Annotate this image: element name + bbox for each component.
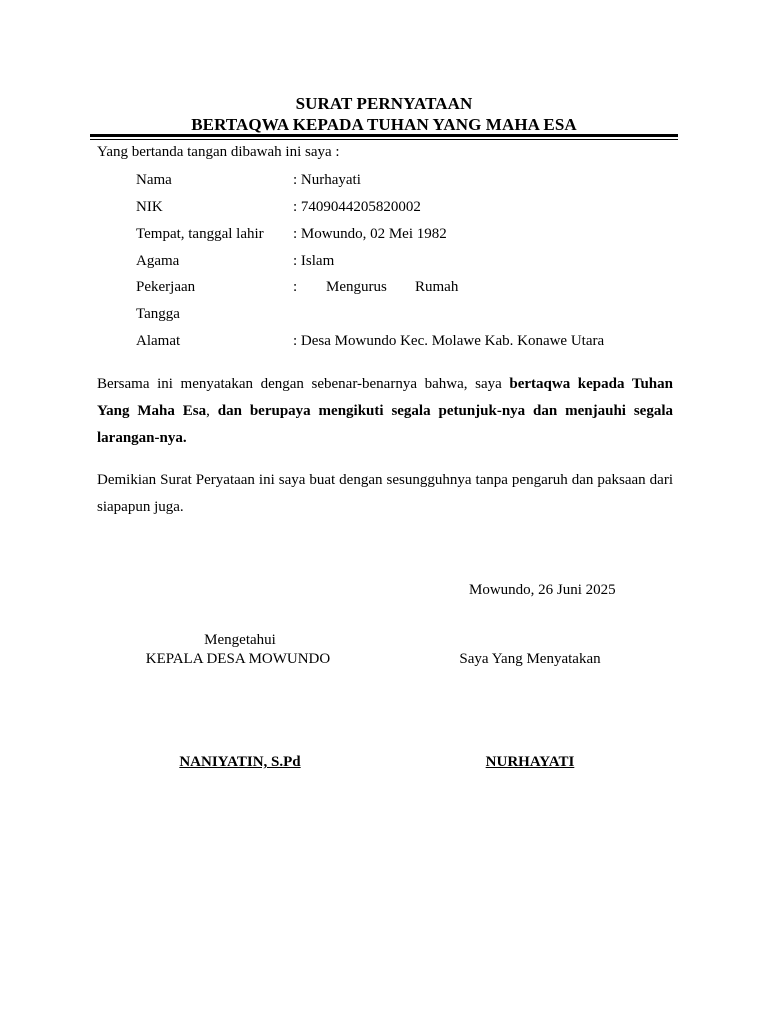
left-signer-line-2: KEPALA DESA MOWUNDO — [145, 651, 331, 667]
title-rule-thin — [90, 139, 678, 140]
right-signer-name: NURHAYATI — [485, 754, 575, 770]
field-label-nama: Nama — [136, 172, 172, 188]
place-date: Mowundo, 26 Juni 2025 — [469, 582, 616, 598]
statement-text-1: Bersama ini menyatakan dengan sebenar-benarnya bahwa, saya — [97, 376, 510, 392]
left-signer-name: NANIYATIN, S.Pd — [179, 754, 301, 770]
field-value-pekerjaan-word2: Rumah — [415, 279, 459, 295]
field-value-pekerjaan-word1: Mengurus — [326, 279, 387, 295]
statement-bold-1: bertaqwa kepada Tuhan Yang Maha Esa — [97, 376, 673, 419]
right-signer-line-1: Saya Yang Menyatakan — [459, 651, 601, 667]
closing-paragraph: Demikian Surat Peryataan ini saya buat dengan sesungguhnya tanpa pengaruh dan paksaan dari siapapun juga. — [97, 472, 673, 515]
statement-paragraph — [97, 371, 673, 452]
field-value-alamat: : Desa Mowundo Kec. Molawe Kab. Konawe Utara — [293, 333, 605, 349]
field-value-ttl: : Mowundo, 02 Mei 1982 — [293, 226, 447, 242]
title-line-1: SURAT PERNYATAAN — [295, 94, 473, 113]
statement-text-2: , — [206, 403, 218, 419]
field-label-ttl: Tempat, tanggal lahir — [136, 226, 264, 242]
field-label-pekerjaan: Pekerjaan — [136, 279, 196, 295]
field-value-nik: : 7409044205820002 — [293, 199, 421, 215]
intro-text: Yang bertanda tangan dibawah ini saya : — [97, 144, 340, 160]
field-label-tangga: Tangga — [136, 306, 180, 322]
field-value-pekerjaan-colon: : — [293, 279, 298, 295]
left-signer-line-1: Mengetahui — [204, 632, 276, 648]
field-value-nama: : Nurhayati — [293, 172, 361, 188]
field-value-agama: : Islam — [293, 253, 335, 269]
field-label-nik: NIK — [136, 199, 163, 215]
field-label-alamat: Alamat — [136, 333, 181, 349]
title-line-2: BERTAQWA KEPADA TUHAN YANG MAHA ESA — [191, 115, 577, 134]
field-label-agama: Agama — [136, 253, 180, 269]
title-rule-thick — [90, 134, 678, 137]
statement-bold-2: dan berupaya mengikuti segala petunjuk-nya dan menjauhi segala larangan-nya. — [97, 403, 674, 446]
